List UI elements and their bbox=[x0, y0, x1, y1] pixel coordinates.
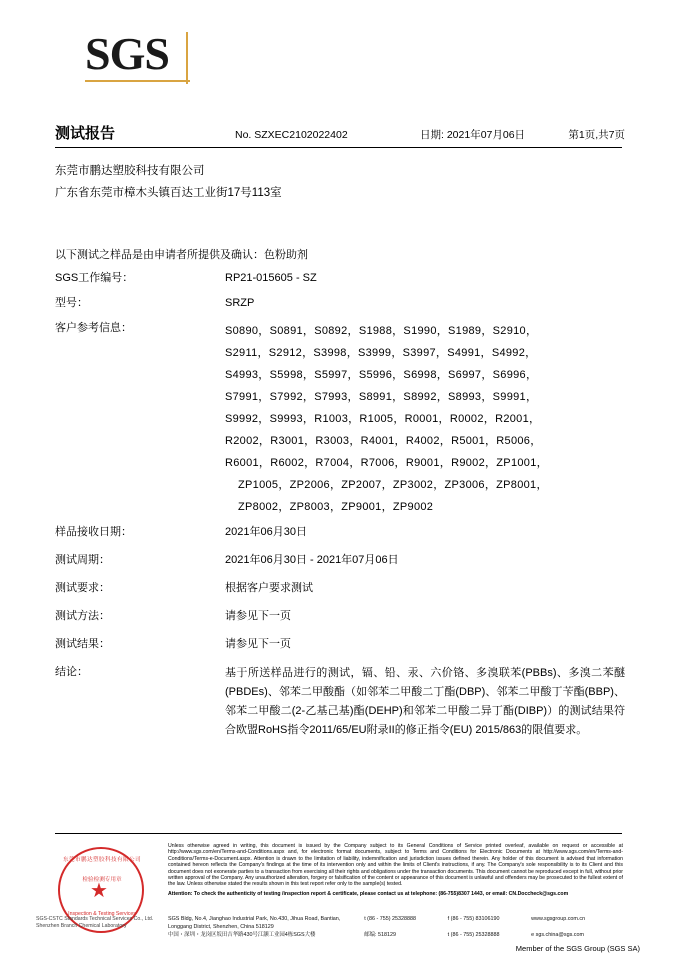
footer-web: www.sgsgroup.com.cn bbox=[531, 916, 586, 922]
client-reference-line: S9992，S9993，R1003，R1005，R0001，R0002，R2001， bbox=[225, 413, 541, 425]
field-row bbox=[55, 552, 625, 568]
logo-underline bbox=[85, 80, 190, 82]
page-indicator: 第1页,共7页 bbox=[568, 129, 625, 141]
footer-address-block bbox=[168, 915, 623, 939]
client-reference-line: R6001，R6002，R7004，R7006，R9001，R9002，ZP1001， bbox=[225, 457, 548, 469]
footer-postcode-cn: 邮编: 518129 bbox=[364, 932, 396, 938]
field-label: 测试方法： bbox=[55, 610, 110, 622]
field-value: 2021年06月30日 bbox=[225, 526, 307, 538]
page-title: 测试报告 bbox=[55, 125, 116, 142]
field-list bbox=[55, 270, 625, 527]
client-reference-line: S7991，S7992，S7993，S8991，S8992，S8993，S9991， bbox=[225, 391, 538, 403]
report-date: 日期: 2021年07月06日 bbox=[420, 129, 526, 141]
client-reference-line: ZP8002，ZP8003，ZP9001，ZP9002 bbox=[238, 501, 434, 513]
stamp-middle-text: 检验检测专用章 bbox=[82, 877, 122, 883]
stamp-arc-top: 东莞市鹏达塑胶科技有限公司 bbox=[63, 857, 141, 863]
client-reference-line: S2911，S2912，S3998，S3999，S3997，S4991，S4992， bbox=[225, 347, 537, 359]
field-label: SGS工作编号： bbox=[55, 272, 134, 284]
conclusion-label: 结论： bbox=[55, 666, 88, 678]
stamp-caption bbox=[0, 916, 160, 930]
field-label: 测试结果： bbox=[55, 638, 110, 650]
client-reference-line: S4993，S5998，S5997，S5996，S6998，S6997，S6996， bbox=[225, 369, 538, 381]
field-label: 型号： bbox=[55, 297, 88, 309]
report-number: No. SZXEC2102022402 bbox=[235, 129, 348, 141]
client-reference-line: S0890，S0891，S0892，S1988，S1990，S1989，S2910， bbox=[225, 325, 538, 337]
star-icon: ★ bbox=[90, 880, 108, 902]
footer-address-en: SGS Bldg, No.4, Jianghao Industrial Park, No.430, Jihua Road, Bantian, Longgang District, Shenzhen, China 518129 bbox=[168, 916, 341, 930]
footer-attention: Attention: To check the authenticity of testing /inspection report & certificate, please contact us at telephone: (86-755)8307 1443, or email: CN.Doccheck@sgs.com bbox=[168, 890, 569, 897]
footer-phone-cn: t (86 - 755) 25328888 bbox=[447, 932, 500, 938]
field-row bbox=[55, 608, 625, 624]
field-value: 根据客户要求测试 bbox=[225, 582, 313, 594]
client-reference-line: R2002，R3001，R3003，R4001，R4002，R5001，R5006， bbox=[225, 435, 542, 447]
footer-address-row-en bbox=[168, 915, 623, 931]
field-label: 样品接收日期： bbox=[55, 526, 132, 538]
footer-address-row-cn bbox=[168, 931, 623, 939]
field-value: 2021年06月30日 - 2021年07月06日 bbox=[225, 554, 399, 566]
footer-member-line: Member of the SGS Group (SGS SA) bbox=[515, 944, 640, 953]
field-value: 请参见下一页 bbox=[225, 610, 291, 622]
client-reference-values bbox=[225, 320, 625, 518]
stamp-caption-line2: Shenzhen Branch Chemical Laboratory bbox=[36, 923, 127, 929]
footer-disclaimer bbox=[168, 843, 623, 897]
field-value: SRZP bbox=[225, 297, 255, 309]
disclaimer-body: Unless otherwise agreed in writing, this document is issued by the Company subject to its General Conditions of Service printed overleaf, available on request or accessible at http://www.sgs.com/en/Terms-and-Conditions.aspx and, for electronic format documents, subject to Terms and Conditions for Electronic Documents at http://www.sgs.com/en/Terms-and-Conditions/Terms-e-Document.aspx. Attention is drawn to the limitation of liability, indemnification and jurisdiction issues defined therein. Any holder of this document is advised that information contained hereon reflects the Company's findings at the time of its intervention only and within the limits of Client's instructions, if any. The Company's sole responsibility is to its Client and this document does not exonerate parties to a transaction from exercising all their rights and obligations under the transaction documents. This document cannot be reproduced except in full, without prior written approval of the Company. Any unauthorized alteration, forgery or falsification of the content or appearance of this document is unlawful and offenders may be prosecuted to the fullest extent of the law. Unless otherwise stated the results shown in this test report refer only to the sample(s) tested. bbox=[168, 843, 623, 888]
stamp-arc-bottom: Inspection & Testing Services bbox=[68, 911, 136, 917]
company-block bbox=[55, 160, 282, 204]
client-reference-label: 客户参考信息： bbox=[55, 322, 132, 334]
field-value: RP21-015605 - SZ bbox=[225, 272, 317, 284]
footer-phone-en: t (86 - 755) 25328888 bbox=[364, 916, 417, 922]
conclusion-row bbox=[55, 664, 625, 740]
footer-divider bbox=[55, 833, 622, 834]
field-row bbox=[55, 524, 625, 540]
company-name: 东莞市鹏达塑胶科技有限公司 bbox=[55, 165, 205, 177]
footer-fax-en: f (86 - 755) 83106190 bbox=[447, 916, 500, 922]
field-row bbox=[55, 295, 625, 311]
field-list-secondary bbox=[55, 524, 625, 752]
footer-email: e sgs.china@sgs.com bbox=[531, 932, 584, 938]
field-row bbox=[55, 270, 625, 286]
sgs-logo-text: SGS bbox=[85, 28, 169, 79]
client-reference-line: ZP1005，ZP2006，ZP2007，ZP3002，ZP3006，ZP8001， bbox=[238, 479, 548, 491]
sgs-logo bbox=[85, 30, 195, 82]
client-reference-row bbox=[55, 320, 625, 518]
company-address: 广东省东莞市樟木头镇百达工业街17号113室 bbox=[55, 187, 282, 199]
logo-vertical-rule bbox=[186, 32, 188, 84]
header-divider bbox=[55, 147, 622, 148]
field-label: 测试周期： bbox=[55, 554, 110, 566]
footer-address-cn: 中国・深圳・龙岗区坂田吉华路430号江灏工业园4栋SGS大楼 bbox=[168, 932, 316, 938]
conclusion-text: 基于所送样品进行的测试，镉、铅、汞、六价铬、多溴联苯(PBBs)、多溴二苯醚(PBDEs)、邻苯二甲酸酯（如邻苯二甲酸二丁酯(DBP)、邻苯二甲酸丁苄酯(BBP)、邻苯二甲酸二(2-乙基己基)酯(DEHP)和邻苯二甲酸二异丁酯(DIBP)）的测试结果符合欧盟RoHS指令2011/65/EU附录II的修正指令(EU) 2015/863的限值要求。 bbox=[225, 667, 625, 736]
report-title-row bbox=[55, 122, 625, 143]
field-value: 请参见下一页 bbox=[225, 638, 291, 650]
stamp-caption-line1: SGS-CSTC Standards Technical Services Co., Ltd. bbox=[36, 916, 154, 922]
sample-statement: 以下测试之样品是由申请者所提供及确认：色粉助剂 bbox=[55, 249, 308, 261]
field-row bbox=[55, 580, 625, 596]
field-row bbox=[55, 636, 625, 652]
field-label: 测试要求： bbox=[55, 582, 110, 594]
